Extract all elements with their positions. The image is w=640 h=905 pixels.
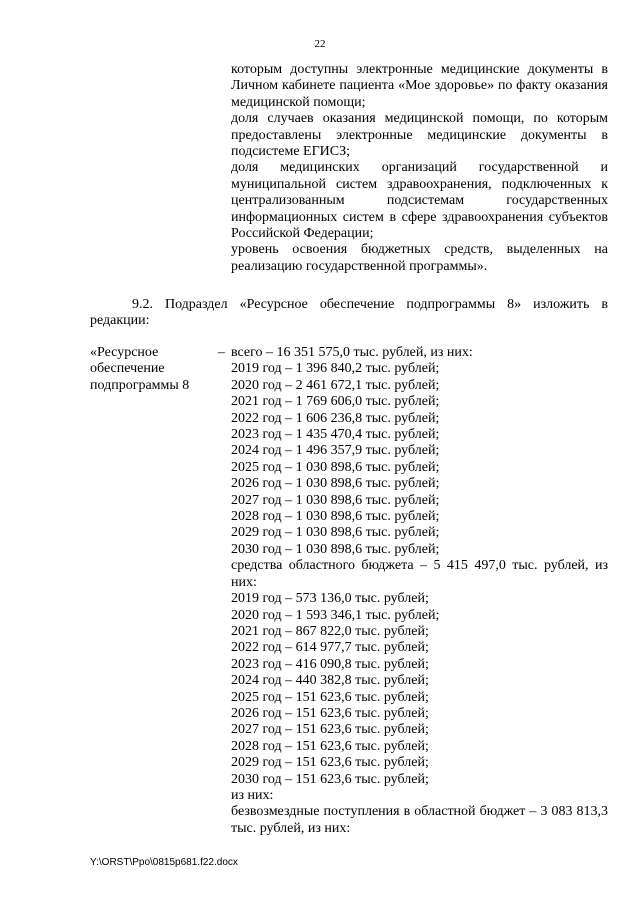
indicator-item: доля случаев оказания медицинской помощи, по которым предоставлены электронные медицинские документы в подсистеме ЕГИСЗ; bbox=[231, 111, 608, 160]
total-year-row: 2026 год – 1 030 898,6 тыс. рублей; bbox=[231, 476, 440, 492]
regional-year-row: 2021 год – 867 822,0 тыс. рублей; bbox=[231, 623, 429, 639]
regional-year-row: 2023 год – 416 090,8 тыс. рублей; bbox=[231, 656, 429, 672]
total-year-row: 2027 год – 1 030 898,6 тыс. рублей; bbox=[231, 492, 440, 508]
page-number: 22 bbox=[314, 38, 326, 50]
total-year-row: 2019 год – 1 396 840,2 тыс. рублей; bbox=[231, 361, 440, 377]
resource-label-text: «Ресурсное обеспечение подпрограммы 8 bbox=[90, 345, 190, 393]
total-year-row: 2028 год – 1 030 898,6 тыс. рублей; bbox=[231, 509, 440, 525]
total-year-row: 2025 год – 1 030 898,6 тыс. рублей; bbox=[231, 459, 440, 475]
total-line: всего – 16 351 575,0 тыс. рублей, из них: bbox=[231, 345, 473, 360]
of-them-line: из них: bbox=[231, 787, 274, 803]
regional-year-row: 2029 год – 151 623,6 тыс. рублей; bbox=[231, 755, 429, 771]
resource-values bbox=[231, 345, 608, 837]
total-year-row: 2020 год – 2 461 672,1 тыс. рублей; bbox=[231, 377, 440, 393]
resource-label-dash: – bbox=[218, 345, 225, 360]
total-year-row: 2030 год – 1 030 898,6 тыс. рублей; bbox=[231, 541, 440, 557]
regional-budget-line: средства областного бюджета – 5 415 497,0 тыс. рублей, из них: bbox=[231, 558, 608, 590]
regional-year-row: 2024 год – 440 382,8 тыс. рублей; bbox=[231, 673, 429, 689]
total-year-row: 2022 год – 1 606 236,8 тыс. рублей; bbox=[231, 410, 440, 426]
resource-label bbox=[90, 345, 225, 394]
indicator-item: уровень освоения бюджетных средств, выделенных на реализацию государственной программы». bbox=[231, 242, 608, 274]
regional-year-row: 2028 год – 151 623,6 тыс. рублей; bbox=[231, 738, 429, 754]
file-path-footer: Y:\ORST\Ppo\0815p681.f22.docx bbox=[90, 857, 238, 868]
regional-year-row: 2027 год – 151 623,6 тыс. рублей; bbox=[231, 722, 429, 738]
regional-year-row: 2020 год – 1 593 346,1 тыс. рублей; bbox=[231, 607, 440, 623]
regional-years-list bbox=[231, 591, 608, 788]
regional-year-row: 2030 год – 151 623,6 тыс. рублей; bbox=[231, 771, 429, 787]
total-year-row: 2024 год – 1 496 357,9 тыс. рублей; bbox=[231, 443, 440, 459]
regional-year-row: 2022 год – 614 977,7 тыс. рублей; bbox=[231, 640, 429, 656]
section-heading bbox=[90, 297, 608, 330]
total-year-row: 2029 год – 1 030 898,6 тыс. рублей; bbox=[231, 525, 440, 541]
gratuitous-receipts-line: безвозмездные поступления в областной бюджет – 3 083 813,3 тыс. рублей, из них: bbox=[231, 804, 608, 836]
indicator-list bbox=[231, 62, 608, 275]
regional-year-row: 2019 год – 573 136,0 тыс. рублей; bbox=[231, 591, 429, 607]
indicator-item: которым доступны электронные медицинские документы в Личном кабинете пациента «Мое здоровье» по факту оказания медицинской помощи; bbox=[231, 62, 608, 110]
section-text: 9.2. Подраздел «Ресурсное обеспечение подпрограммы 8» изложить в редакции: bbox=[90, 297, 608, 329]
total-years-list bbox=[231, 361, 608, 558]
regional-year-row: 2025 год – 151 623,6 тыс. рублей; bbox=[231, 689, 429, 705]
total-year-row: 2023 год – 1 435 470,4 тыс. рублей; bbox=[231, 427, 440, 443]
total-year-row: 2021 год – 1 769 606,0 тыс. рублей; bbox=[231, 394, 440, 410]
indicator-item: доля медицинских организаций государственной и муниципальной систем здравоохранения, подключенных к централизованным подсистемам государственных информационных систем в сфере здравоохранения субъектов Российской Федерации; bbox=[231, 160, 608, 242]
regional-year-row: 2026 год – 151 623,6 тыс. рублей; bbox=[231, 705, 429, 721]
